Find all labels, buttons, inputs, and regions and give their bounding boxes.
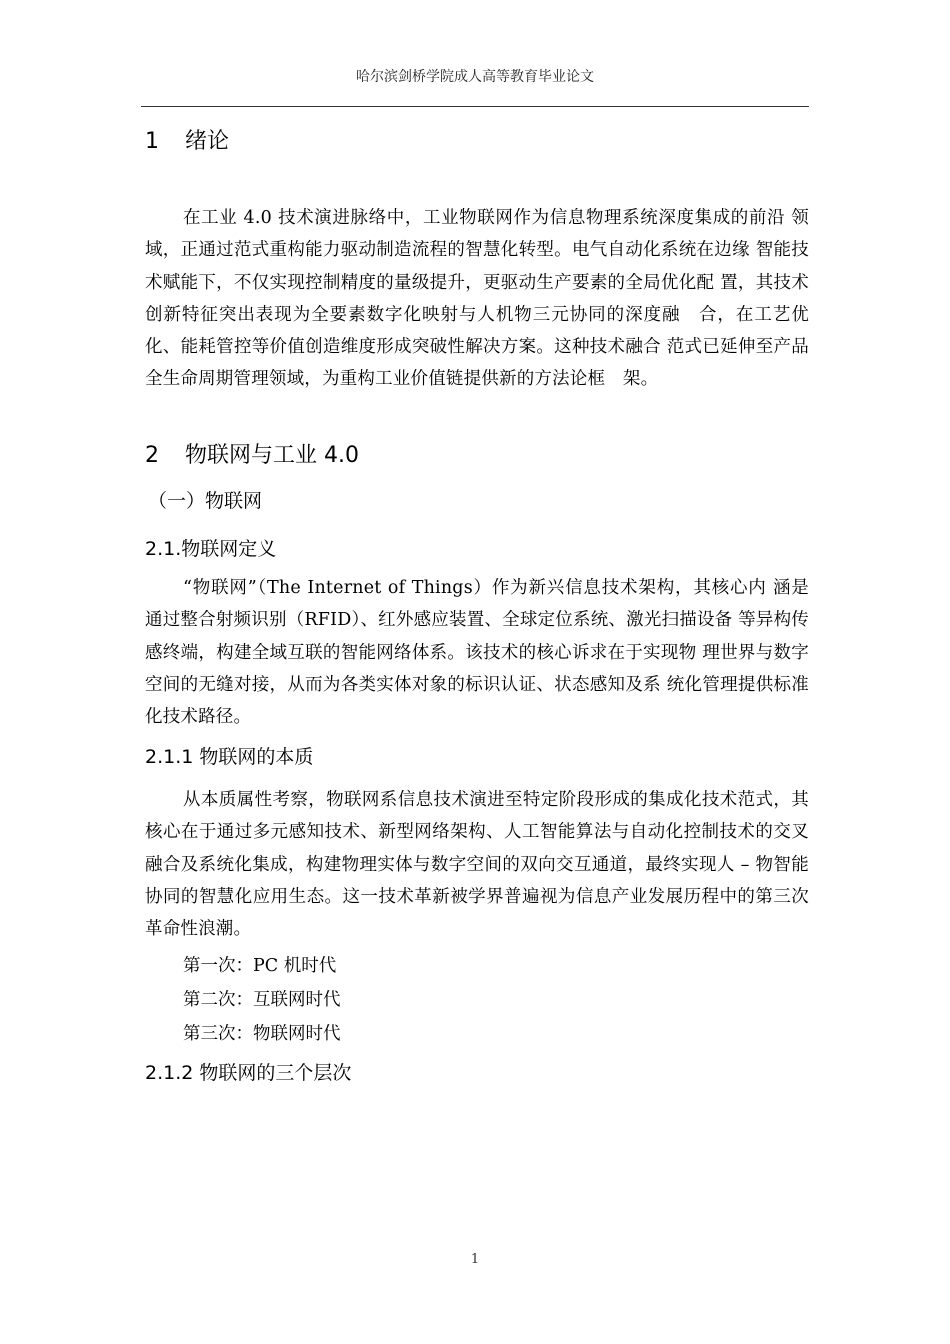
heading-title: 物联网与工业 4.0 — [185, 443, 359, 468]
heading-number: 1 — [145, 129, 159, 154]
era-item-1: 第一次：PC 机时代 — [183, 956, 337, 976]
heading-title: 绪论 — [185, 129, 230, 154]
subheading-iot: （一）物联网 — [148, 490, 263, 512]
heading-number: 2 — [145, 443, 159, 468]
page-number: 1 — [470, 1252, 480, 1267]
heading-2-1: 2.1.物联网定义 — [145, 538, 277, 560]
heading-chapter-2 — [145, 438, 359, 469]
era-item-3: 第三次：物联网时代 — [183, 1024, 341, 1044]
era-item-2: 第二次：互联网时代 — [183, 990, 341, 1010]
paragraph-iot-essence: 从本质属性考察，物联网系信息技术演进至特定阶段形成的集成化技术范式，其核心在于通过多元感知技术、新型网络架构、人工智能算法与自动化控制技术的交叉融合及系统化集成，构建物理实体与数字空间的双向交互通道，最终实现人 – 物智能协同的智慧化应用生态。这一技术革新被学界普遍视为信息产业发展历程中的第三次革命性浪潮。 — [145, 790, 809, 940]
heading-2-1-1: 2.1.1 物联网的本质 — [145, 746, 314, 768]
header-divider — [141, 106, 809, 107]
paragraph-introduction: 在工业 4.0 技术演进脉络中，工业物联网作为信息物理系统深度集成的前沿 领域，正通过范式重构能力驱动制造流程的智慧化转型。电气自动化系统在边缘 智能技术赋能下，不仅实现控制精度的量级提升，更驱动生产要素的全局优化配 置，其技术创新特征突出表现为全要素数字化映射与人机物三元协同的深度融 合，在工艺优化、能耗管控等价值创造维度形成突破性解决方案。这种技术融合 范式已延伸至产品全生命周期管理领域，为重构工业价值链提供新的方法论框 架。 — [145, 208, 809, 390]
running-header: 哈尔滨剑桥学院成人高等教育毕业论文 — [356, 69, 594, 85]
heading-chapter-1 — [145, 124, 229, 155]
paragraph-iot-definition: “物联网”（The Internet of Things）作为新兴信息技术架构，其核心内 涵是通过整合射频识别（RFID）、红外感应装置、全球定位系统、激光扫描设备 等异构传感终端，构建全域互联的智能网络体系。该技术的核心诉求在于实现物 理世界与数字空间的无缝对接，从而为各类实体对象的标识认证、状态感知及系 统化管理提供标准化技术路径。 — [145, 578, 809, 728]
heading-2-1-2: 2.1.2 物联网的三个层次 — [145, 1062, 352, 1084]
